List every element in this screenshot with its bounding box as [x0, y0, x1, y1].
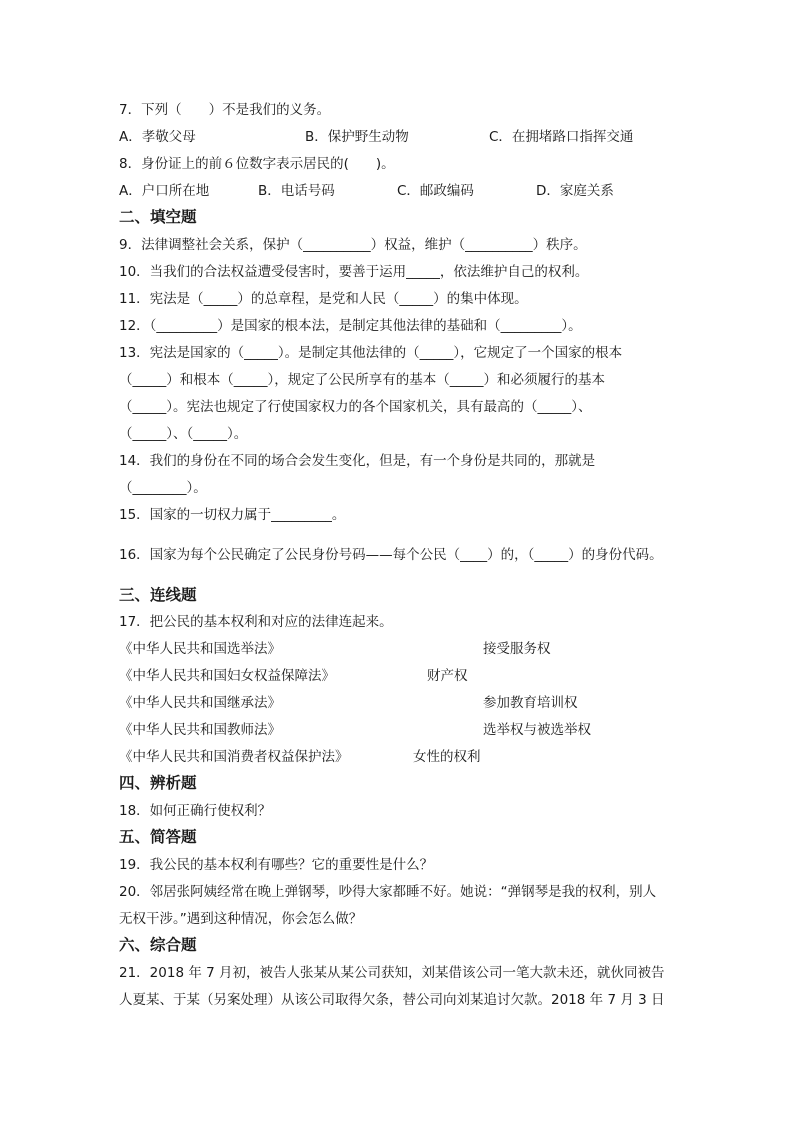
question-12: 12．（_________）是国家的根本法，是制定其他法律的基础和（_________）。 — [119, 318, 582, 334]
right-item: 财产权 — [427, 668, 468, 684]
question-13-line-3: （_____）。宪法也规定了行使国家权力的各个国家机关，具有最高的（_____）、 — [119, 399, 592, 415]
question-8-stem: 8．身份证上的前６位数字表示居民的( )。 — [119, 156, 395, 172]
question-7-option-b: B．保护野生动物 — [305, 129, 409, 145]
question-13-line-2: （_____）和根本（_____），规定了公民所享有的基本（_____）和必须履行的基本 — [119, 372, 605, 388]
right-item: 参加教育培训权 — [483, 695, 578, 711]
question-20-line-1: 20．邻居张阿姨经常在晚上弹钢琴，吵得大家都睡不好。她说：“弹钢琴是我的权利，别人 — [119, 884, 657, 900]
question-13-line-1: 13．宪法是国家的（_____）。是制定其他法律的（_____），它规定了一个国家的根本 — [119, 345, 623, 361]
question-14-line-2: （________）。 — [119, 480, 207, 496]
right-item: 女性的权利 — [413, 749, 481, 765]
question-13-line-4: （_____）、（_____）。 — [119, 426, 248, 442]
question-8-option-c: C．邮政编码 — [397, 183, 474, 199]
law-item: 《中华人民共和国教师法》 — [119, 722, 281, 738]
question-20-line-2: 无权干涉。”遇到这种情况，你会怎么做？ — [119, 911, 363, 927]
question-21-line-1: 21．2018 年 7 月初，被告人张某从某公司获知，刘某借该公司一笔大款未还，就伙同被告 — [119, 965, 665, 981]
question-7-option-c: C．在拥堵路口指挥交通 — [489, 129, 634, 145]
question-7-stem: 7．下列（ ）不是我们的义务。 — [119, 102, 331, 118]
section-5-title: 五、简答题 — [119, 828, 197, 846]
question-8-option-a: A．户口所在地 — [119, 183, 210, 199]
question-7-option-a: A．孝敬父母 — [119, 129, 196, 145]
question-14-line-1: 14．我们的身份在不同的场合会发生变化，但是，有一个身份是共同的，那就是 — [119, 453, 596, 469]
law-item: 《中华人民共和国选举法》 — [119, 641, 281, 657]
right-item: 选举权与被选举权 — [483, 722, 591, 738]
section-6-title: 六、综合题 — [119, 936, 197, 954]
law-item: 《中华人民共和国继承法》 — [119, 695, 281, 711]
question-17-stem: 17．把公民的基本权利和对应的法律连起来。 — [119, 614, 393, 630]
section-3-title: 三、连线题 — [119, 586, 197, 604]
question-8-option-b: B．电话号码 — [258, 183, 335, 199]
question-18: 18．如何正确行使权利？ — [119, 803, 272, 819]
law-item: 《中华人民共和国消费者权益保护法》 — [119, 749, 349, 765]
question-16: 16．国家为每个公民确定了公民身份号码——每个公民（____）的，（_____）的身份代码。 — [119, 547, 663, 563]
question-19: 19．我公民的基本权利有哪些？它的重要性是什么？ — [119, 857, 434, 873]
section-2-title: 二、填空题 — [119, 208, 197, 226]
section-4-title: 四、辨析题 — [119, 774, 197, 792]
question-11: 11．宪法是（_____）的总章程，是党和人民（_____）的集中体现。 — [119, 291, 528, 307]
question-10: 10．当我们的合法权益遭受侵害时，要善于运用_____，依法维护自己的权利。 — [119, 264, 589, 280]
question-21-line-2: 人夏某、于某（另案处理）从该公司取得欠条，替公司向刘某追讨欠款。2018 年 7 月 3 日 — [119, 992, 665, 1008]
question-8-option-d: D．家庭关系 — [536, 183, 614, 199]
question-15: 15．国家的一切权力属于_________。 — [119, 507, 346, 523]
question-9: 9．法律调整社会关系，保护（__________）权益，维护（__________）秩序。 — [119, 237, 587, 253]
law-item: 《中华人民共和国妇女权益保障法》 — [119, 668, 335, 684]
right-item: 接受服务权 — [483, 641, 551, 657]
